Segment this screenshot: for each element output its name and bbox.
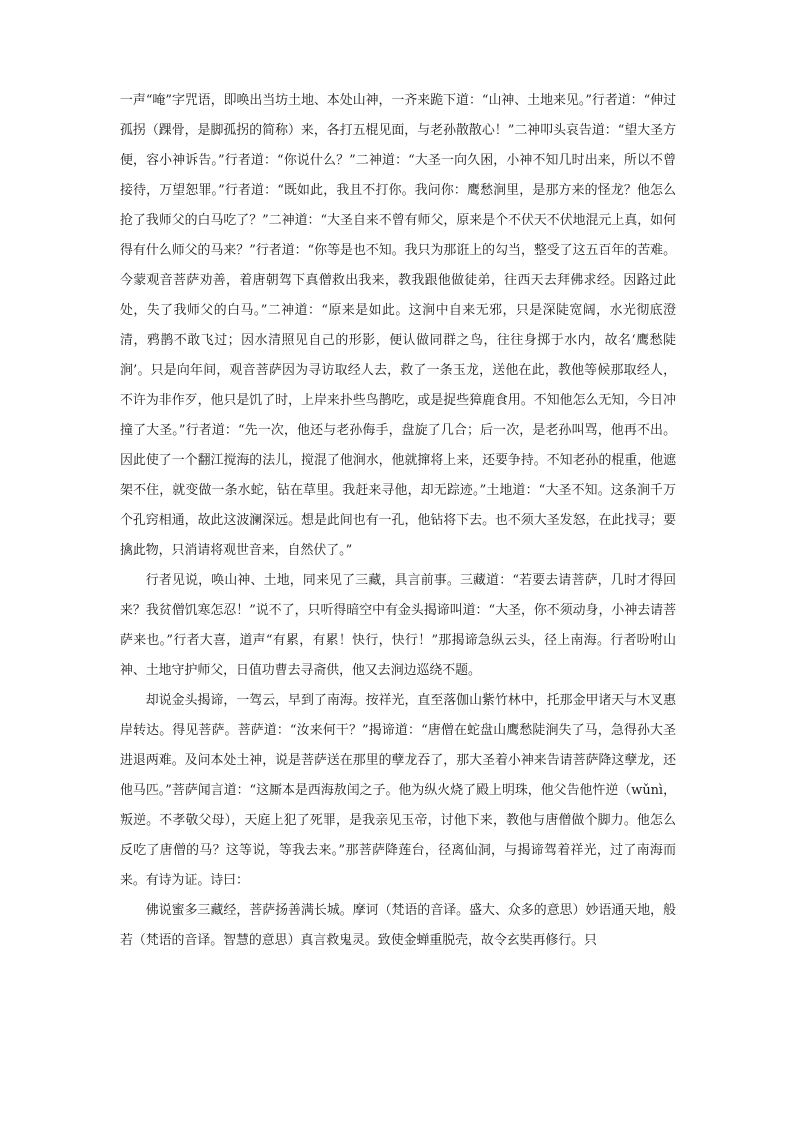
paragraph-3: 却说金头揭谛，一驾云，早到了南海。按祥光，直至落伽山紫竹林中，托那金甲诸天与木叉惠岸转达。得见菩萨。菩萨道：“汝来何干？”揭谛道：“唐僧在蛇盘山鹰愁陡涧失了马，急得孙大圣进退两难。及问本处土神，说是菩萨送在那里的孽龙吞了，那大圣着小神来告请菩萨降这孽龙，还他马匹。”菩萨闻言道：“这厮本是西海敖闰之子。他为纵火烧了殿上明珠，他父告他忤逆（wǔnì，叛逆。不孝敬父母），天庭上犯了死罪，是我亲见玉帝，讨他下来，教他与唐僧做个脚力。他怎么反吃了唐僧的马？这等说，等我去来。”那菩萨降莲台，径离仙洞，与揭谛驾着祥光，过了南海而来。有诗为证。诗曰： [120, 693, 676, 888]
paragraph-4: 佛说蜜多三藏经，菩萨扬善满长城。摩诃（梵语的音译。盛大、众多的意思）妙语通天地，般若（梵语的音译。智慧的意思）真言救鬼灵。致使金蝉重脱壳，故令玄奘再修行。只 [120, 903, 676, 948]
paragraph-2: 行者见说，唤山神、土地，同来见了三藏，具言前事。三藏道：“若要去请菩萨，几时才得回来？我贫僧饥寒怎忍！”说不了，只听得暗空中有金头揭谛叫道：“大圣，你不须动身，小神去请菩萨来也。”行者大喜，道声“有累，有累！快行，快行！”那揭谛急纵云头，径上南海。行者吩咐山神、土地守护师父，日值功曹去寻斋供，他又去涧边巡绕不题。 [120, 573, 676, 678]
paragraph-1: 一声“唵”字咒语，即唤出当坊土地、本处山神，一齐来跪下道：“山神、土地来见。”行者道：“伸过孤拐（踝骨，是脚孤拐的简称）来，各打五棍见面，与老孙散散心！”二神叩头哀告道：“望大圣方便，容小神诉告。”行者道：“你说什么？”二神道：“大圣一向久困，小神不知几时出来，所以不曾接待，万望恕罪。”行者道：“既如此，我且不打你。我问你：鹰愁涧里，是那方来的怪龙？他怎么抢了我师父的白马吃了？”二神道：“大圣自来不曾有师父，原来是个不伏天不伏地混元上真，如何得有什么师父的马来？”行者道：“你等是也不知。我只为那诳上的勾当，整受了这五百年的苦难。今蒙观音菩萨劝善，着唐朝驾下真僧救出我来，教我跟他做徒弟，往西天去拜佛求经。因路过此处，失了我师父的白马。”二神道：“原来是如此。这涧中自来无邪，只是深陡宽阔，水光彻底澄清，鸦鹊不敢飞过；因水清照见自己的形影，便认做同群之鸟，往往身掷于水内，故名‘鹰愁陡涧’。只是向年间，观音菩萨因为寻访取经人去，救了一条玉龙，送他在此，教他等候那取经人，不许为非作歹，他只是饥了时，上岸来扑些鸟鹊吃，或是捉些獐鹿食用。不知他怎么无知，今日冲撞了大圣。”行者道：“先一次，他还与老孙侮手，盘旋了几合；后一次，是老孙叫骂，他再不出。因此使了一个翻江搅海的法儿，搅混了他涧水，他就撺将上来，还要争持。不知老孙的棍重，他遮架不住，就变做一条水蛇，钻在草里。我赶来寻他，却无踪迹。”土地道：“大圣不知。这条涧千万个孔窍相通，故此这波澜深远。想是此间也有一孔，他钻将下去。也不须大圣发怒，在此找寻；要擒此物，只消请将观世音来，自然伏了。” [120, 93, 676, 558]
document-page [120, 86, 676, 956]
